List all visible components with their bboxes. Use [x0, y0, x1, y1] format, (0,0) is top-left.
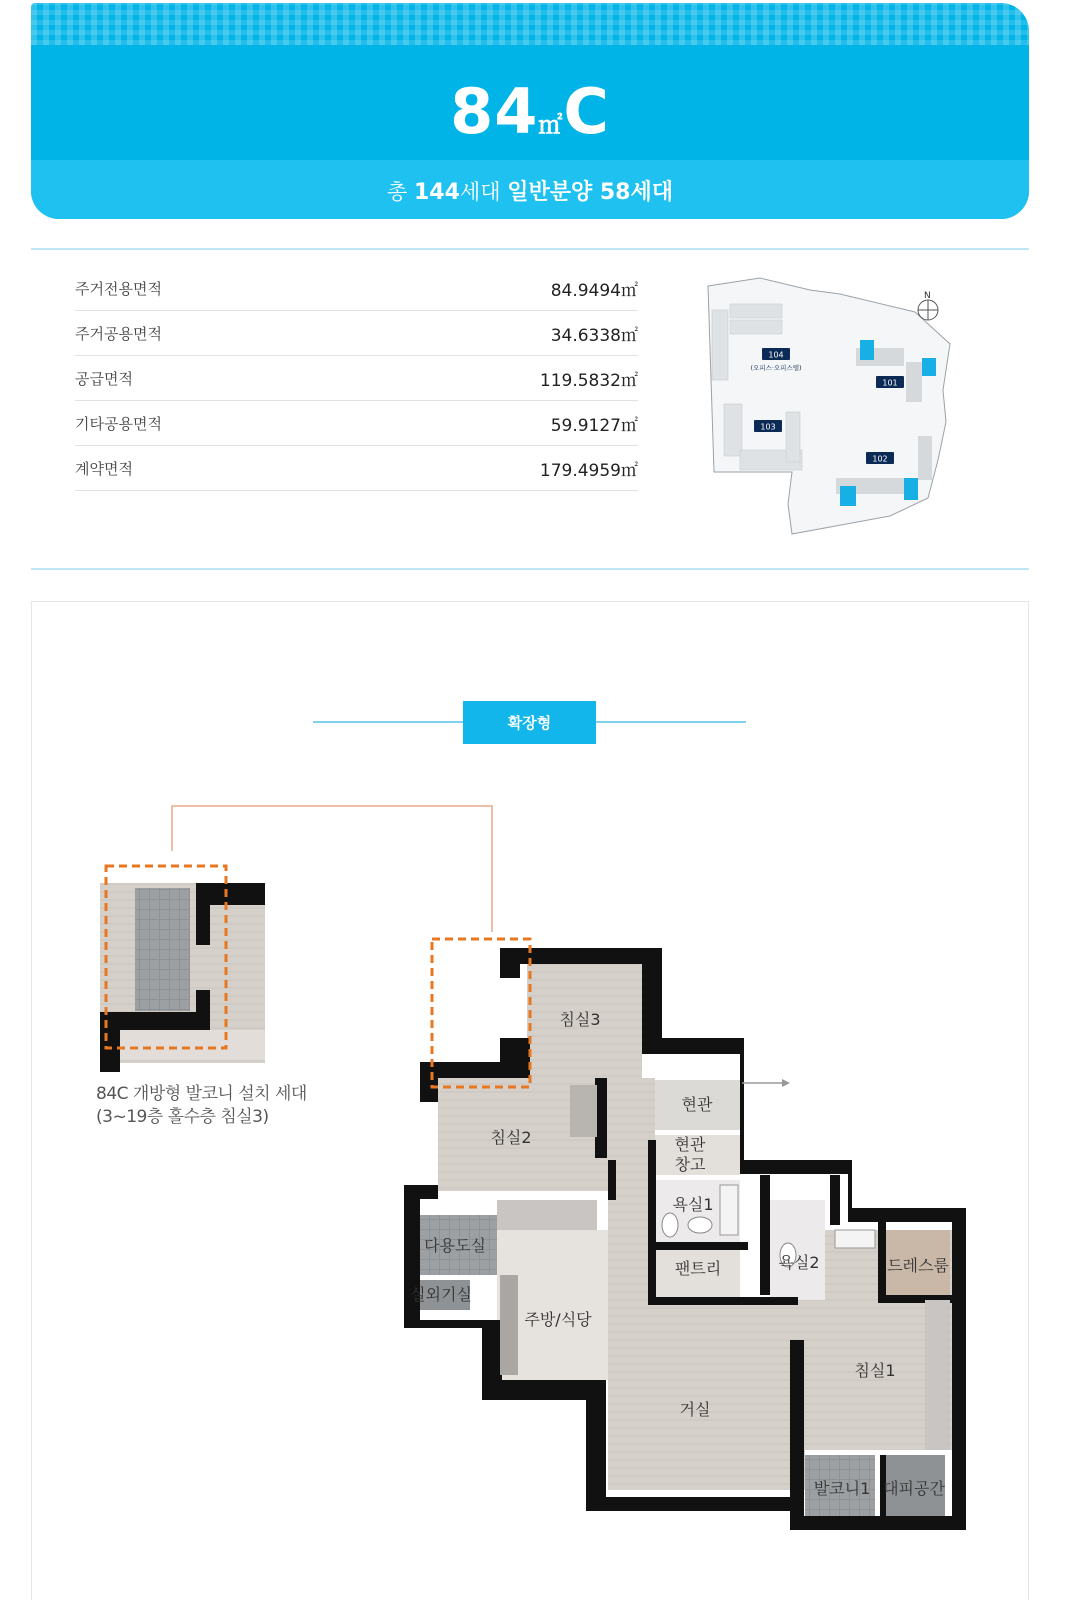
room-label-outdoor-unit: 실외기실	[410, 1285, 472, 1304]
room-label-entrance-storage: 현관	[674, 1135, 706, 1154]
room-label-bedroom3: 침실3	[559, 1010, 601, 1029]
size-unit: ㎡	[538, 111, 564, 139]
room-label-pantry: 팬트리	[674, 1259, 722, 1278]
north-label: N	[924, 291, 931, 301]
general-sale-count: 일반분양 58세대	[507, 180, 673, 205]
total-suffix: 세대	[459, 180, 501, 204]
room-label-utility: 다용도실	[424, 1236, 486, 1255]
building-101-label: 101	[882, 378, 898, 388]
room-label-bedroom2: 침실2	[490, 1128, 532, 1147]
total-prefix: 총	[387, 180, 408, 204]
building-102-label: 102	[872, 454, 888, 464]
room-label-entrance: 현관	[681, 1095, 713, 1114]
spec-row: 기타공용면적 59.9127㎡	[75, 401, 638, 446]
room-label-living: 거실	[679, 1400, 711, 1419]
room-label-evacuation: 대피공간	[883, 1479, 945, 1498]
room-label-balcony1: 발코니1	[813, 1479, 871, 1498]
room-label-bath2: 욕실2	[778, 1253, 820, 1272]
room-label-bath1: 욕실1	[672, 1195, 714, 1214]
total-count: 144	[413, 180, 460, 205]
spec-row: 주거전용면적 84.9494㎡	[75, 266, 638, 311]
balcony-inset	[100, 866, 265, 1072]
room-label-storage: 창고	[674, 1155, 706, 1174]
caption-line-2: (3~19층 홀수층 침실3)	[96, 1107, 269, 1127]
size-number: 84	[450, 75, 539, 148]
caption-line-1: 84C 개방형 발코니 설치 세대	[96, 1084, 307, 1104]
building-104-note: (오피스·오피스텔)	[750, 364, 802, 372]
spec-row: 공급면적 119.5832㎡	[75, 356, 638, 401]
tab-expansion-type[interactable]: 확장형	[463, 701, 596, 744]
size-type: C	[563, 75, 610, 148]
room-label-bedroom1: 침실1	[854, 1361, 896, 1380]
entrance-arrow-icon	[742, 1079, 790, 1087]
spec-row: 계약면적 179.4959㎡	[75, 446, 638, 491]
spec-row: 주거공용면적 34.6338㎡	[75, 311, 638, 356]
building-104-label: 104	[768, 350, 784, 360]
building-103-label: 103	[760, 422, 776, 432]
room-label-kitchen: 주방/식당	[524, 1310, 592, 1329]
room-label-dressroom: 드레스룸	[887, 1256, 949, 1275]
